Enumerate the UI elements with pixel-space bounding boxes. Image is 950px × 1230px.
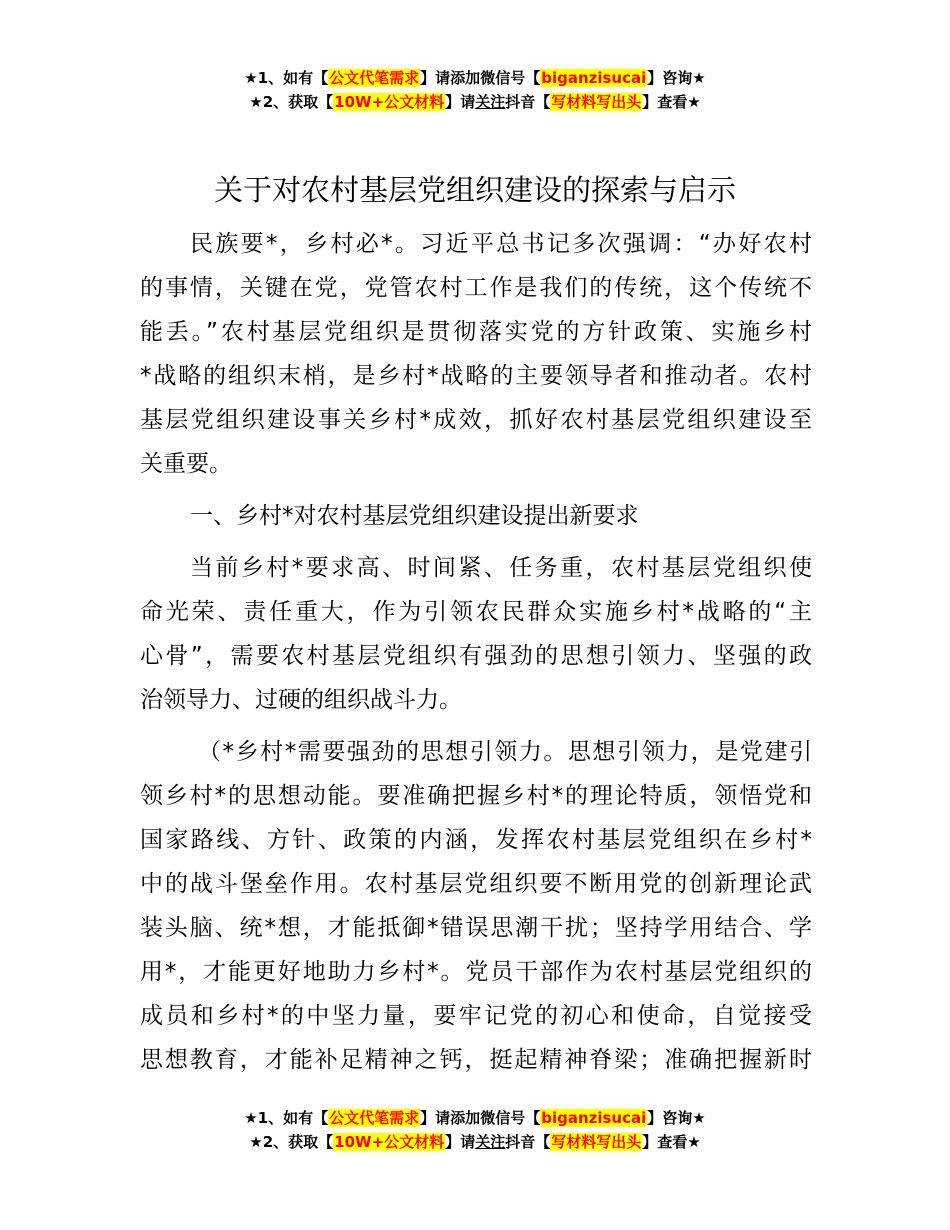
body-line: 中的战斗堡垒作用。农村基层党组织要不断用党的创新理论武 <box>140 871 812 897</box>
underlined-text: 关注 <box>475 93 506 111</box>
body-line: （*乡村*需要强劲的思想引领力。思想引领力，是党建引 <box>198 739 812 765</box>
body-line: 命光荣、责任重大，作为引领农民群众实施乡村*战略的“主 <box>140 599 812 625</box>
body-line: 基层党组织建设事关乡村*成效，抓好农村基层党组织建设至 <box>140 407 812 433</box>
body-line: 思想教育，才能补足精神之钙，挺起精神脊梁；准确把握新时 <box>140 1047 812 1073</box>
banner-text: 查看★ <box>657 1133 701 1151</box>
banner-text: ★1、如有 <box>244 1109 314 1127</box>
bracket: 】 <box>445 93 461 111</box>
bracket: 【 <box>313 1109 329 1127</box>
banner-line-2 <box>0 90 950 114</box>
body-line: 成员和乡村*的中坚力量，要牢记党的初心和使命，自觉接受 <box>140 1003 812 1029</box>
body-line: 国家路线、方针、政策的内涵，发挥农村基层党组织在乡村* <box>140 827 812 853</box>
document-body <box>140 222 812 1082</box>
body-line: 治领导力、过硬的组织战斗力。 <box>140 687 462 713</box>
body-line: 的事情，关键在党，党管农村工作是我们的传统，这个传统不 <box>140 275 812 301</box>
banner-text: 微信号 <box>480 1109 526 1127</box>
bracket: 】 <box>647 1109 663 1127</box>
paragraph-gap <box>140 722 812 730</box>
banner-text: 抖音 <box>505 1133 536 1151</box>
paragraph-gap <box>140 486 812 494</box>
banner-line-1 <box>0 1106 950 1130</box>
banner-text: 咨询★ <box>662 69 706 87</box>
body-line: 民族要*，乡村必*。习近平总书记多次强调：“办好农村 <box>190 231 812 257</box>
banner-text: 请 <box>460 1133 476 1151</box>
body-line: 用*，才能更好地助力乡村*。党员干部作为农村基层党组织的 <box>140 959 812 985</box>
body-line: 装头脑、统*想，才能抵御*错误思潮干扰；坚持学用结合、学 <box>140 915 812 941</box>
banner-text: 微信号 <box>480 69 526 87</box>
banner-text: 请 <box>460 93 476 111</box>
body-line: 当前乡村*要求高、时间紧、任务重，农村基层党组织使 <box>190 555 812 581</box>
highlight-wechat-id: biganzisucai <box>541 69 647 87</box>
banner-text: 请添加 <box>435 1109 481 1127</box>
highlight-service: 公文代笔需求 <box>329 69 420 87</box>
footer-banner <box>0 1106 950 1154</box>
banner-text: 查看★ <box>657 93 701 111</box>
bracket: 】 <box>642 93 658 111</box>
bracket: 】 <box>420 69 436 87</box>
bracket: 【 <box>535 1133 551 1151</box>
banner-line-2 <box>0 1130 950 1154</box>
banner-text: 请添加 <box>435 69 481 87</box>
highlight-douyin-account: 写材料写出头 <box>551 93 642 111</box>
highlight-service: 公文代笔需求 <box>329 1109 420 1127</box>
bracket: 【 <box>525 1109 541 1127</box>
highlight-materials: 10W+公文材料 <box>334 93 445 111</box>
body-line: 关重要。 <box>140 451 232 477</box>
banner-text: ★2、获取 <box>249 1133 319 1151</box>
bracket: 【 <box>313 69 329 87</box>
banner-text: 抖音 <box>505 93 536 111</box>
banner-text: ★2、获取 <box>249 93 319 111</box>
body-line: 能丢。”农村基层党组织是贯彻落实党的方针政策、实施乡村 <box>140 319 812 345</box>
section-heading: 一、乡村*对农村基层党组织建设提出新要求 <box>190 503 639 529</box>
bracket: 【 <box>535 93 551 111</box>
bracket: 】 <box>420 1109 436 1127</box>
banner-text: 咨询★ <box>662 1109 706 1127</box>
bracket: 】 <box>642 1133 658 1151</box>
document-title: 关于对农村基层党组织建设的探索与启示 <box>213 173 736 207</box>
header-banner <box>0 66 950 114</box>
highlight-materials: 10W+公文材料 <box>334 1133 445 1151</box>
body-line: 领乡村*的思想动能。要准确把握乡村*的理论特质，领悟党和 <box>140 783 812 809</box>
bracket: 【 <box>318 93 334 111</box>
highlight-douyin-account: 写材料写出头 <box>551 1133 642 1151</box>
body-line: 心骨”，需要农村基层党组织有强劲的思想引领力、坚强的政 <box>140 643 812 669</box>
banner-line-1 <box>0 66 950 90</box>
banner-text: ★1、如有 <box>244 69 314 87</box>
bracket: 】 <box>445 1133 461 1151</box>
bracket: 【 <box>525 69 541 87</box>
paragraph-gap <box>140 538 812 546</box>
highlight-wechat-id: biganzisucai <box>541 1109 647 1127</box>
bracket: 】 <box>647 69 663 87</box>
underlined-text: 关注 <box>475 1133 506 1151</box>
body-line: *战略的组织末梢，是乡村*战略的主要领导者和推动者。农村 <box>140 363 812 389</box>
bracket: 【 <box>318 1133 334 1151</box>
